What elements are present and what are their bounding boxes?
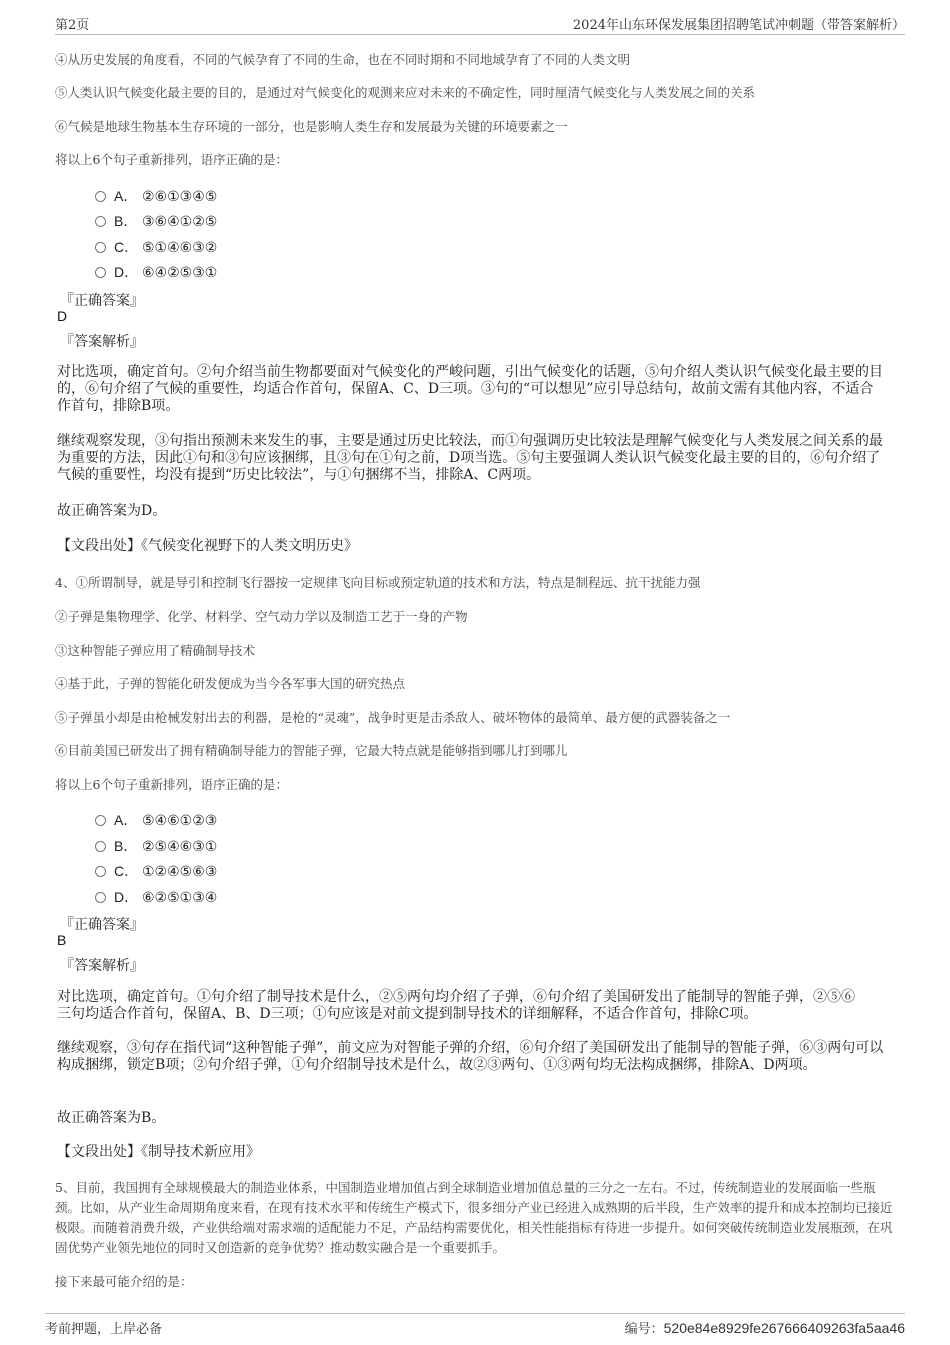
q4-sentence-6: ⑥目前美国已研发出了拥有精确制导能力的智能子弹，它最大特点就是能够指到哪儿打到哪儿: [55, 743, 568, 758]
radio-icon[interactable]: [95, 267, 106, 278]
q3-source: 【文段出处】《气候变化视野下的人类文明历史》: [57, 538, 358, 554]
q4-analysis-3: 故正确答案为B。: [57, 1110, 166, 1126]
q4-option-c[interactable]: C． ①②④⑤⑥③: [95, 861, 217, 881]
radio-icon[interactable]: [95, 815, 106, 826]
q4-answer: B: [57, 932, 67, 948]
q3-analysis-1: 对比选项，确定首句。②句介绍当前生物都要面对气候变化的严峻问题，引出气候变化的话题，⑤句介绍人类认识气候变化最主要的目的，⑥句介绍了气候的重要性，均适合作首句，保留A、C、D三项。③句的“可以想见”应引导总结句，故前文需有其他内容，不适合作首句，排除B项。: [57, 364, 883, 414]
q4-analysis-1: 对比选项，确定首句。①句介绍了制导技术是什么，②⑤两句均介绍了子弹，⑥句介绍了美国研发出了能制导的智能子弹，②⑤⑥三句均适合作首句，保留A、B、D三项；①句应该是对前文提到制导技术的详细解释，不适合作首句，排除C项。: [57, 989, 855, 1022]
q4-analysis-2: 继续观察，③句存在指代词“这种智能子弹”，前文应为对智能子弹的介绍，⑥句介绍了美国研发出了能制导的智能子弹，⑥③两句可以构成捆绑，锁定B项；②句介绍子弹，①句介绍制导技术是什么，故②③两句、①③两句均无法构成捆绑，排除A、D两项。: [57, 1040, 884, 1073]
radio-icon[interactable]: [95, 892, 106, 903]
q4-sentence-5: ⑤子弹虽小却是由枪械发射出去的利器，是枪的“灵魂”，战争时更是击杀敌人、破坏物体的最简单、最方便的武器装备之一: [55, 710, 731, 725]
document-title: 2024年山东环保发展集团招聘笔试冲刺题（带答案解析）: [572, 18, 905, 33]
page-number: 第2页: [55, 18, 90, 33]
q5-prompt: 接下来最可能介绍的是：: [55, 1274, 193, 1289]
q3-option-b[interactable]: B． ③⑥④①②⑤: [95, 211, 217, 231]
q4-sentence-2: ②子弹是集物理学、化学、材料学、空气动力学以及制造工艺于一身的产物: [55, 609, 468, 624]
q4-option-d[interactable]: D． ⑥②⑤①③④: [95, 887, 217, 907]
q4-source: 【文段出处】《制导技术新应用》: [57, 1144, 260, 1160]
q3-answer-tag: 『正确答案』: [60, 293, 144, 309]
q4-sentence-3: ③这种智能子弹应用了精确制导技术: [55, 643, 256, 658]
q3-sentence-5: ⑤人类认识气候变化最主要的目的，是通过对气候变化的观测来应对未来的不确定性，同时厘清气候变化与人类发展之间的关系: [55, 85, 756, 100]
radio-icon[interactable]: [95, 841, 106, 852]
q3-prompt: 将以上6个句子重新排列，语序正确的是：: [55, 152, 288, 167]
q3-answer: D: [57, 308, 68, 324]
q4-option-a[interactable]: A． ⑤④⑥①②③: [95, 810, 217, 830]
q4-sentence-1: 4、①所谓制导，就是导引和控制飞行器按一定规律飞向目标或预定轨道的技术和方法，特点是制程远、抗干扰能力强: [55, 575, 701, 590]
page-header: [55, 14, 905, 35]
q5-text: 5、目前，我国拥有全球规模最大的制造业体系，中国制造业增加值占到全球制造业增加值总量的三分之一左右。不过，传统制造业的发展面临一些瓶颈。比如，从产业生命周期角度来看，在现有技术水平和传统生产模式下，很多细分产业已经进入成熟期的后半段，生产效率的提升和成本控制均已接近极限。而随着消费升级，产业供给端对需求端的适配能力不足，产品结构需要优化，相关性能指标有待进一步提升。如何突破传统制造业发展瓶颈，在巩固优势产业领先地位的同时又创造新的竞争优势？推动数实融合是一个重要抓手。: [55, 1180, 893, 1255]
document-code: 编号：520e84e8929fe267666409263fa5aa46: [624, 1320, 905, 1337]
q4-answer-tag: 『正确答案』: [60, 917, 144, 933]
radio-icon[interactable]: [95, 216, 106, 227]
q3-option-d[interactable]: D． ⑥④②⑤③①: [95, 262, 217, 282]
q3-option-c[interactable]: C． ⑤①④⑥③②: [95, 237, 217, 257]
q3-sentence-6: ⑥气候是地球生物基本生存环境的一部分，也是影响人类生存和发展最为关键的环境要素之一: [55, 119, 568, 134]
q3-option-a[interactable]: A． ②⑥①③④⑤: [95, 186, 217, 206]
radio-icon[interactable]: [95, 866, 106, 877]
q3-analysis-2: 继续观察发现，③句指出预测未来发生的事，主要是通过历史比较法，而①句强调历史比较法是理解气候变化与人类发展之间关系的最为重要的方法，因此①句和③句应该捆绑，且③句在①句之前，D项当选。⑤句主要强调人类认识气候变化最主要的目的，⑥句介绍了气候的重要性，均没有提到“历史比较法”，与①句捆绑不当，排除A、C两项。: [57, 433, 883, 483]
radio-icon[interactable]: [95, 191, 106, 202]
q4-analysis-tag: 『答案解析』: [60, 958, 144, 974]
q3-analysis-3: 故正确答案为D。: [57, 503, 167, 519]
footer-slogan: 考前押题，上岸必备: [45, 1322, 163, 1337]
q3-analysis-tag: 『答案解析』: [60, 334, 144, 350]
page-footer: [45, 1313, 905, 1340]
q4-prompt: 将以上6个句子重新排列，语序正确的是：: [55, 777, 288, 792]
q3-sentence-4: ④从历史发展的角度看，不同的气候孕育了不同的生命，也在不同时期和不同地域孕育了不同的人类文明: [55, 52, 631, 67]
q4-option-b[interactable]: B． ②⑤④⑥③①: [95, 836, 217, 856]
radio-icon[interactable]: [95, 242, 106, 253]
q4-sentence-4: ④基于此，子弹的智能化研发便成为当今各军事大国的研究热点: [55, 676, 406, 691]
